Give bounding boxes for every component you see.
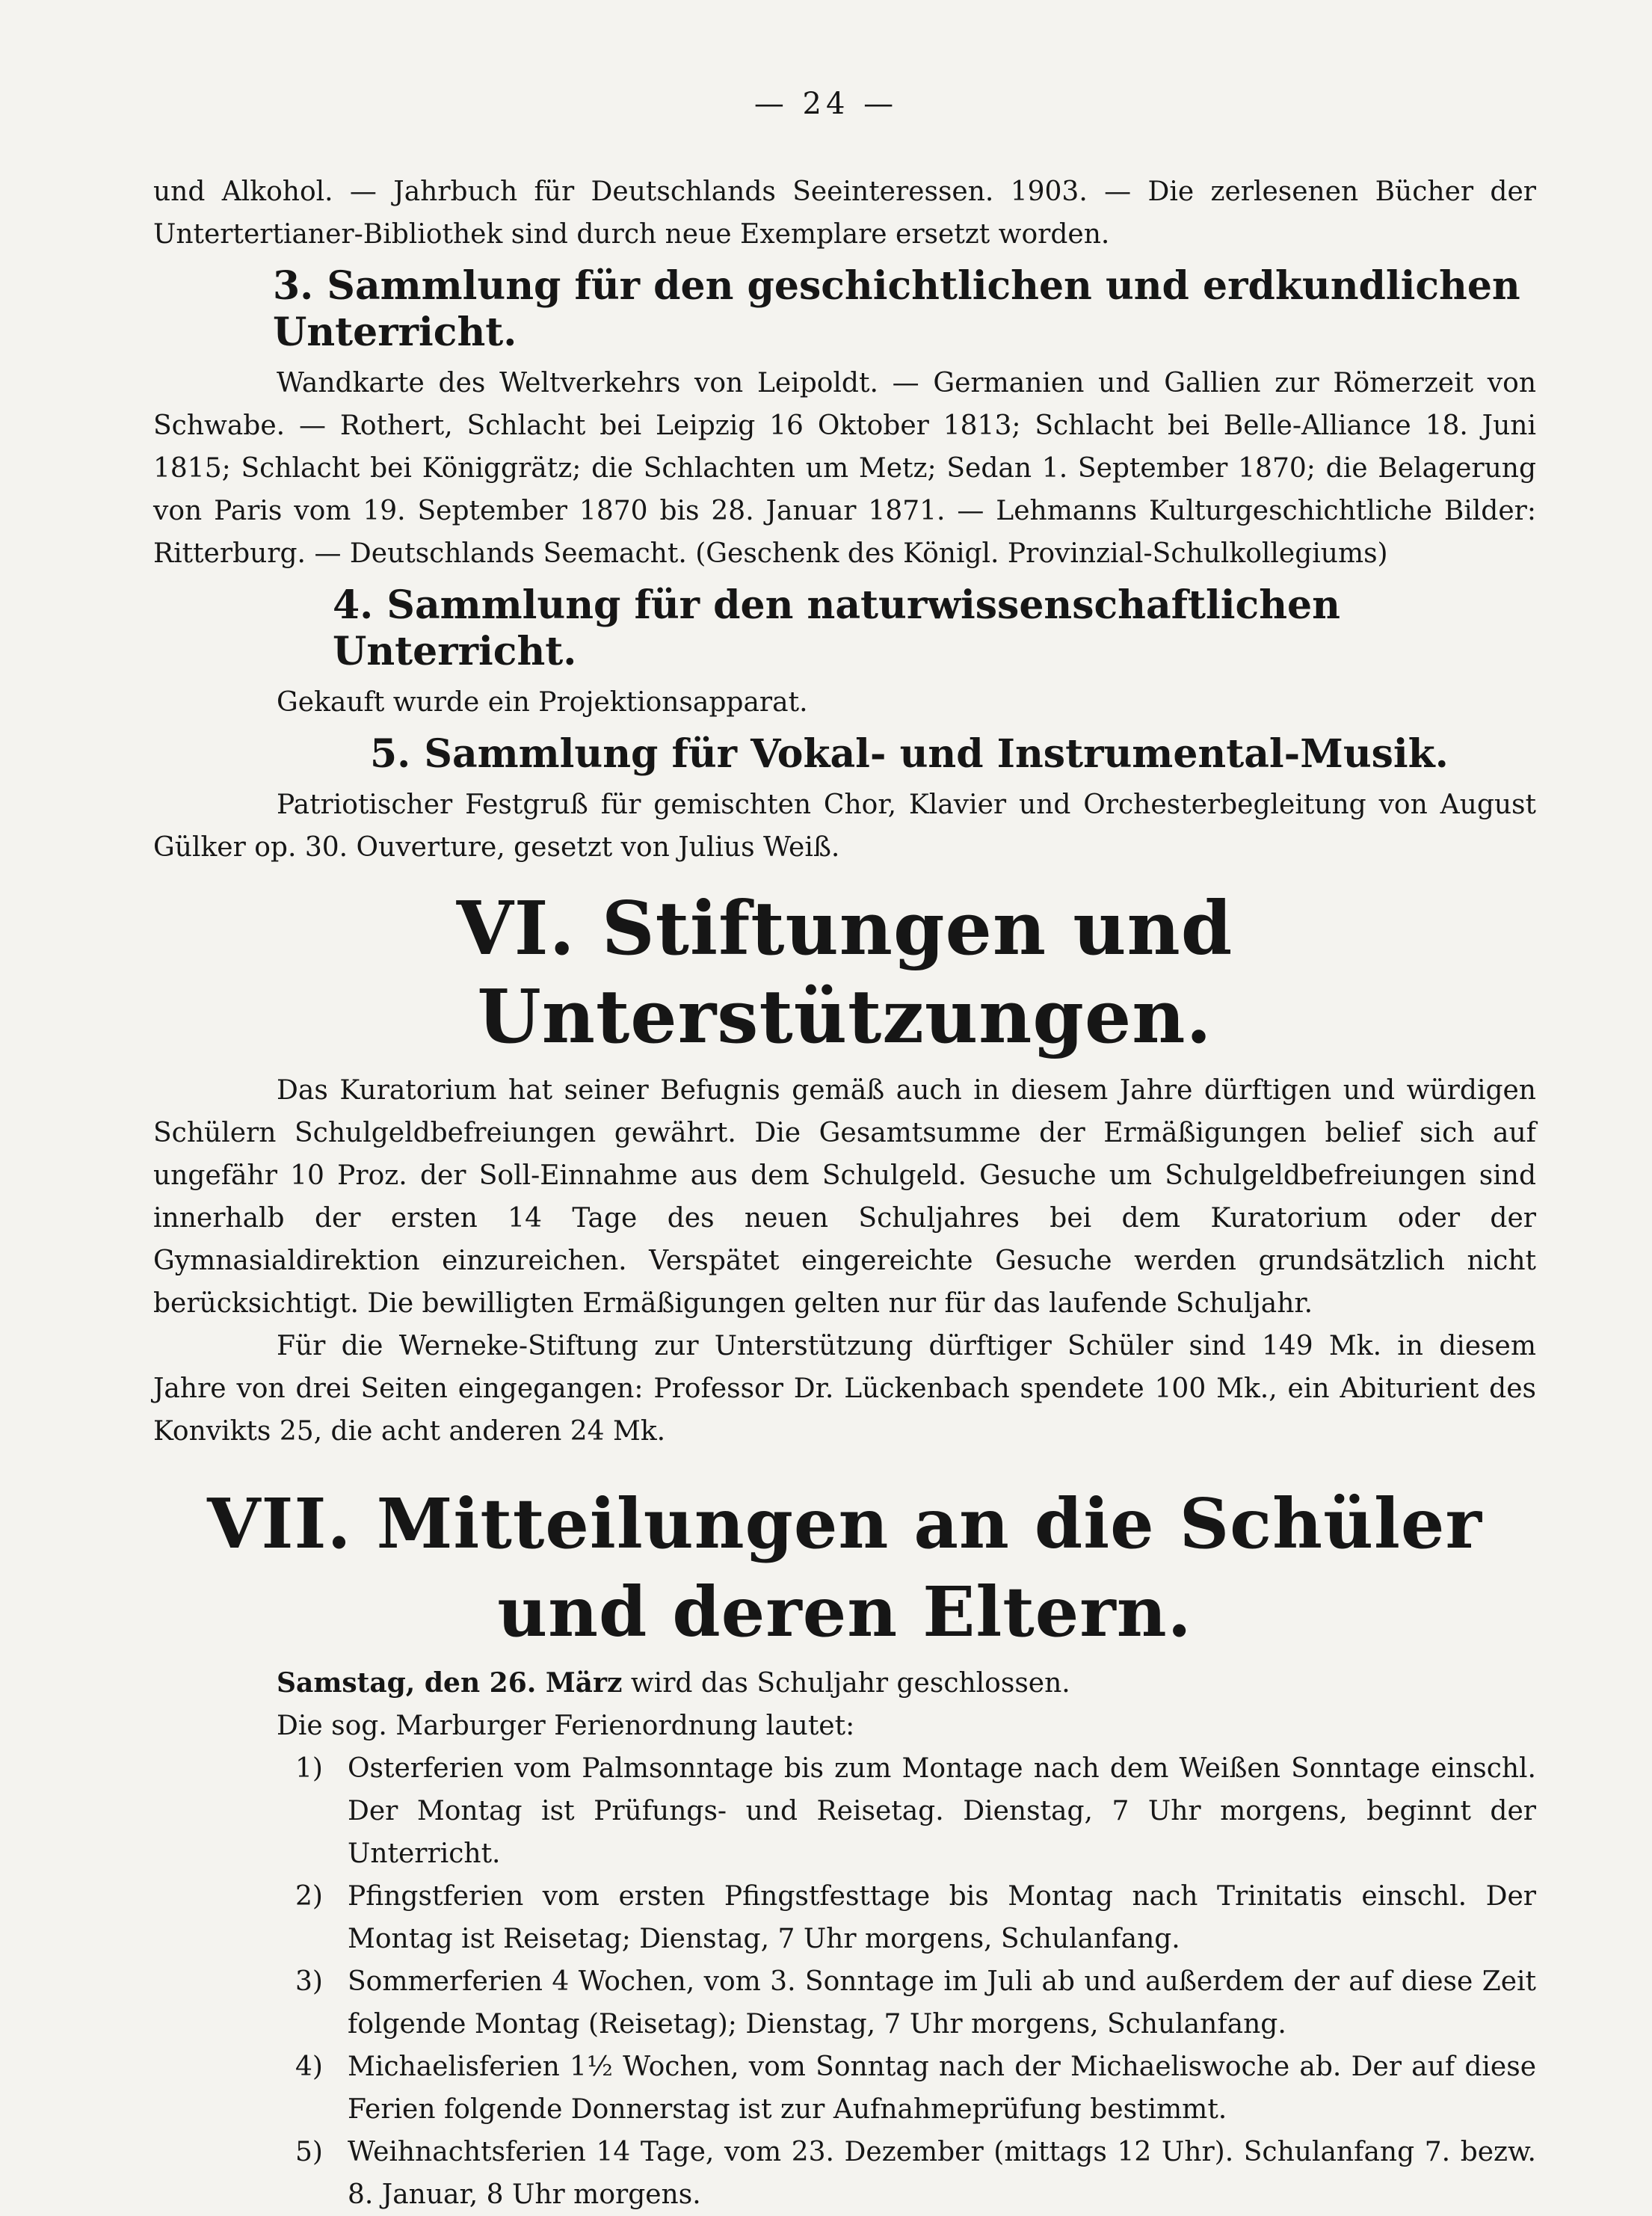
holiday-list <box>153 1747 1536 2216</box>
list-item <box>295 2046 1536 2131</box>
page-content <box>153 170 1536 2216</box>
list-item-text: Michaelisferien 1½ Wochen, vom Sonntag nach der Michaeliswoche ab. Der auf diese Ferien folgende Donnerstag ist zur Aufnahmeprüfung bestimmt. <box>348 2052 1536 2125</box>
section-4-heading: 4. Sammlung für den naturwissenschaftlichen Unterricht. <box>333 582 1340 674</box>
close-date: Samstag, den 26. März <box>277 1667 623 1699</box>
list-item-text: Pfingstferien vom ersten Pfingstfesttage bis Montag nach Trinitatis einschl. Der Montag ist Reisetag; Dienstag, 7 Uhr morgens, Schulanfang. <box>348 1881 1536 1954</box>
section-3-text: Wandkarte des Weltverkehrs von Leipoldt. — Germanien und Gallien zur Römerzeit von Schwabe. — Rothert, Schlacht bei Leipzig 16 Oktober 1813; Schlacht bei Belle-Alliance 18. Juni 1815; Schlacht bei Königgrätz; die Schlachten um Metz; Sedan 1. September 1870; die Belagerung von Paris vom 19. September 1870 bis 28. Januar 1871. — Lehmanns Kulturgeschichtliche Bilder: Ritterburg. — Deutschlands Seemacht. (Geschenk des Königl. Provinzial-Schulkollegiums) <box>153 368 1536 569</box>
section-3-heading: 3. Sammlung für den geschichtlichen und erdkundlichen Unterricht. <box>273 263 1520 355</box>
list-item <box>295 1875 1536 1960</box>
list-item <box>295 1747 1536 1875</box>
section-4-text: Gekauft wurde ein Projektionsapparat. <box>277 687 808 718</box>
list-item-number: 2) <box>295 1881 323 1912</box>
list-item-number: 1) <box>295 1753 323 1784</box>
list-item <box>295 2131 1536 2216</box>
intro-paragraph: und Alkohol. — Jahrbuch für Deutschlands Seeinteressen. 1903. — Die zerlesenen Bücher der Untertertianer-Bibliothek sind durch neue Exemplare ersetzt worden. <box>153 176 1536 250</box>
list-item-text: Sommerferien 4 Wochen, vom 3. Sonntage im Juli ab und außerdem der auf diese Zeit folgende Montag (Reisetag); Dienstag, 7 Uhr morgens, Schulanfang. <box>348 1966 1536 2040</box>
list-item-number: 3) <box>295 1966 323 1997</box>
ferienordnung-intro: Die sog. Marburger Ferienordnung lautet: <box>277 1711 855 1741</box>
list-item-text: Osterferien vom Palmsonntage bis zum Montage nach dem Weißen Sonntage einschl. Der Montag ist Prüfungs- und Reisetag. Dienstag, 7 Uhr morgens, beginnt der Unterricht. <box>348 1753 1536 1869</box>
page-number: — 24 — <box>753 87 899 121</box>
chapter-vi-paragraph-1: Das Kuratorium hat seiner Befugnis gemäß auch in diesem Jahre dürftigen und würdigen Schülern Schulgeldbefreiungen gewährt. Die Gesamtsumme der Ermäßigungen belief sich auf ungefähr 10 Proz. der Soll-Einnahme aus dem Schulgeld. Gesuche um Schulgeldbefreiungen sind innerhalb der ersten 14 Tage des neuen Schuljahres bei dem Kuratorium oder der Gymnasialdirektion einzureichen. Verspätet eingereichte Gesuche werden grundsätzlich nicht berücksichtigt. Die bewilligten Ermäßigungen gelten nur für das laufende Schuljahr. <box>153 1075 1536 1319</box>
list-item <box>295 1960 1536 2046</box>
list-item-number: 4) <box>295 2052 323 2082</box>
close-rest: wird das Schuljahr geschlossen. <box>622 1668 1070 1699</box>
list-item-number: 5) <box>295 2137 323 2167</box>
list-item-text: Weihnachtsferien 14 Tage, vom 23. Dezember (mittags 12 Uhr). Schulanfang 7. bezw. 8. Januar, 8 Uhr morgens. <box>348 2137 1536 2210</box>
section-5-heading: 5. Sammlung für Vokal- und Instrumental-Musik. <box>370 731 1449 777</box>
chapter-vii-heading: VII. Mitteilungen an die Schüler und deren Eltern. <box>207 1483 1482 1652</box>
chapter-vi-heading: VI. Stiftungen und Unterstützungen. <box>456 886 1233 1060</box>
section-5-text: Patriotischer Festgruß für gemischten Chor, Klavier und Orchesterbegleitung von August Gülker op. 30. Ouverture, gesetzt von Julius Weiß. <box>153 790 1536 863</box>
school-year-close <box>153 1662 1536 1705</box>
chapter-vi-paragraph-2: Für die Werneke-Stiftung zur Unterstützung dürftiger Schüler sind 149 Mk. in diesem Jahre von drei Seiten eingegangen: Professor Dr. Lückenbach spendete 100 Mk., ein Abiturient des Konvikts 25, die acht anderen 24 Mk. <box>153 1331 1536 1447</box>
